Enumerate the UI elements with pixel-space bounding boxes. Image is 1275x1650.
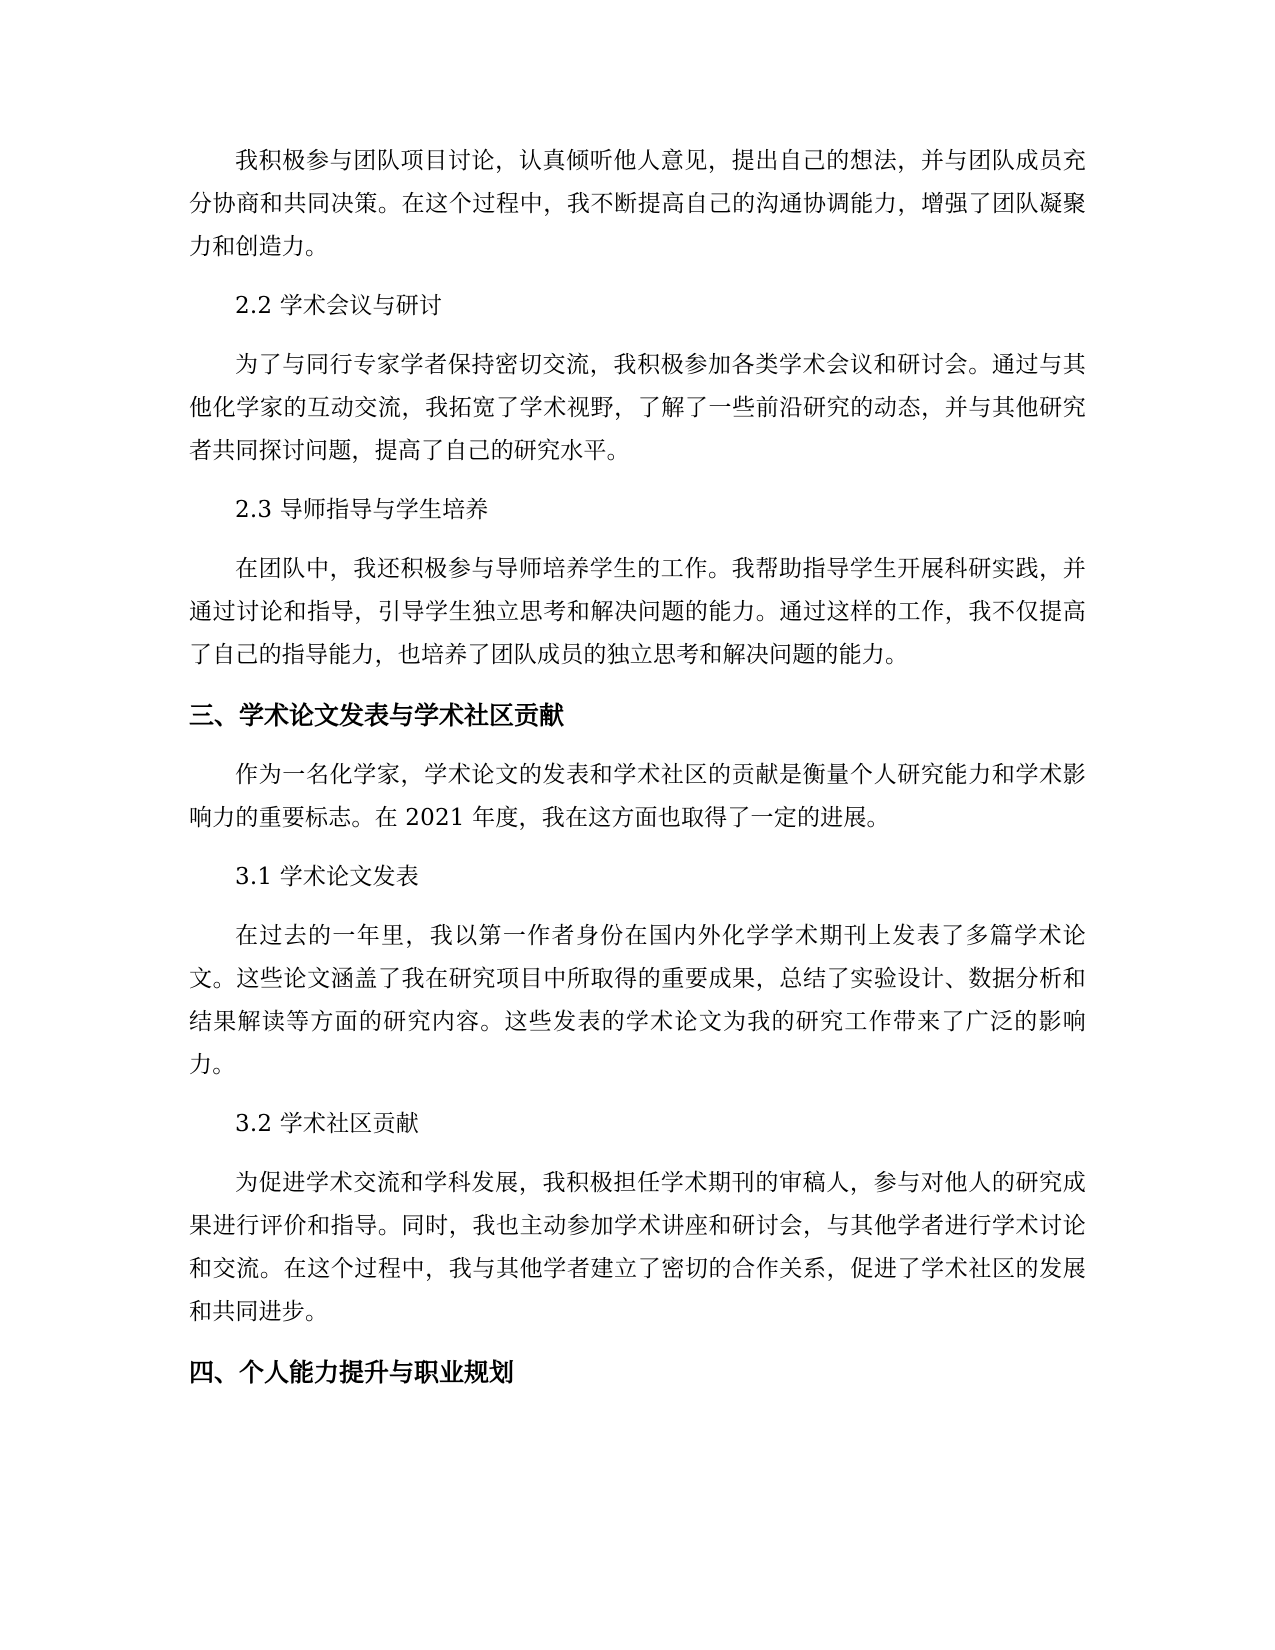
paragraph-teamwork: 我积极参与团队项目讨论，认真倾听他人意见，提出自己的想法，并与团队成员充分协商和共同决策。在这个过程中，我不断提高自己的沟通协调能力，增强了团队凝聚力和创造力。 bbox=[189, 148, 1086, 260]
paragraph-community: 为促进学术交流和学科发展，我积极担任学术期刊的审稿人，参与对他人的研究成果进行评价和指导。同时，我也主动参加学术讲座和研讨会，与其他学者进行学术讨论和交流。在这个过程中，我与其他学者建立了密切的合作关系，促进了学术社区的发展和共同进步。 bbox=[189, 1170, 1086, 1325]
paragraph-mentoring: 在团队中，我还积极参与导师培养学生的工作。我帮助指导学生开展科研实践，并通过讨论和指导，引导学生独立思考和解决问题的能力。通过这样的工作，我不仅提高了自己的指导能力，也培养了团队成员的独立思考和解决问题的能力。 bbox=[189, 556, 1086, 668]
paragraph-publications-intro: 作为一名化学家，学术论文的发表和学术社区的贡献是衡量个人研究能力和学术影响力的重要标志。在 2021 年度，我在这方面也取得了一定的进展。 bbox=[189, 762, 1086, 831]
paragraph-conferences: 为了与同行专家学者保持密切交流，我积极参加各类学术会议和研讨会。通过与其他化学家的互动交流，我拓宽了学术视野，了解了一些前沿研究的动态，并与其他研究者共同探讨问题，提高了自己的研究水平。 bbox=[189, 352, 1086, 464]
document-page bbox=[189, 140, 1086, 1411]
section-heading-3: 三、学术论文发表与学术社区贡献 bbox=[189, 701, 565, 730]
subheading-3-1: 3.1 学术论文发表 bbox=[235, 864, 419, 890]
section-heading-4: 四、个人能力提升与职业规划 bbox=[189, 1358, 515, 1387]
subheading-3-2: 3.2 学术社区贡献 bbox=[235, 1111, 419, 1137]
paragraph-publications: 在过去的一年里，我以第一作者身份在国内外化学学术期刊上发表了多篇学术论文。这些论文涵盖了我在研究项目中所取得的重要成果，总结了实验设计、数据分析和结果解读等方面的研究内容。这些发表的学术论文为我的研究工作带来了广泛的影响力。 bbox=[189, 923, 1086, 1078]
subheading-2-3: 2.3 导师指导与学生培养 bbox=[235, 497, 489, 523]
subheading-2-2: 2.2 学术会议与研讨 bbox=[235, 293, 443, 319]
